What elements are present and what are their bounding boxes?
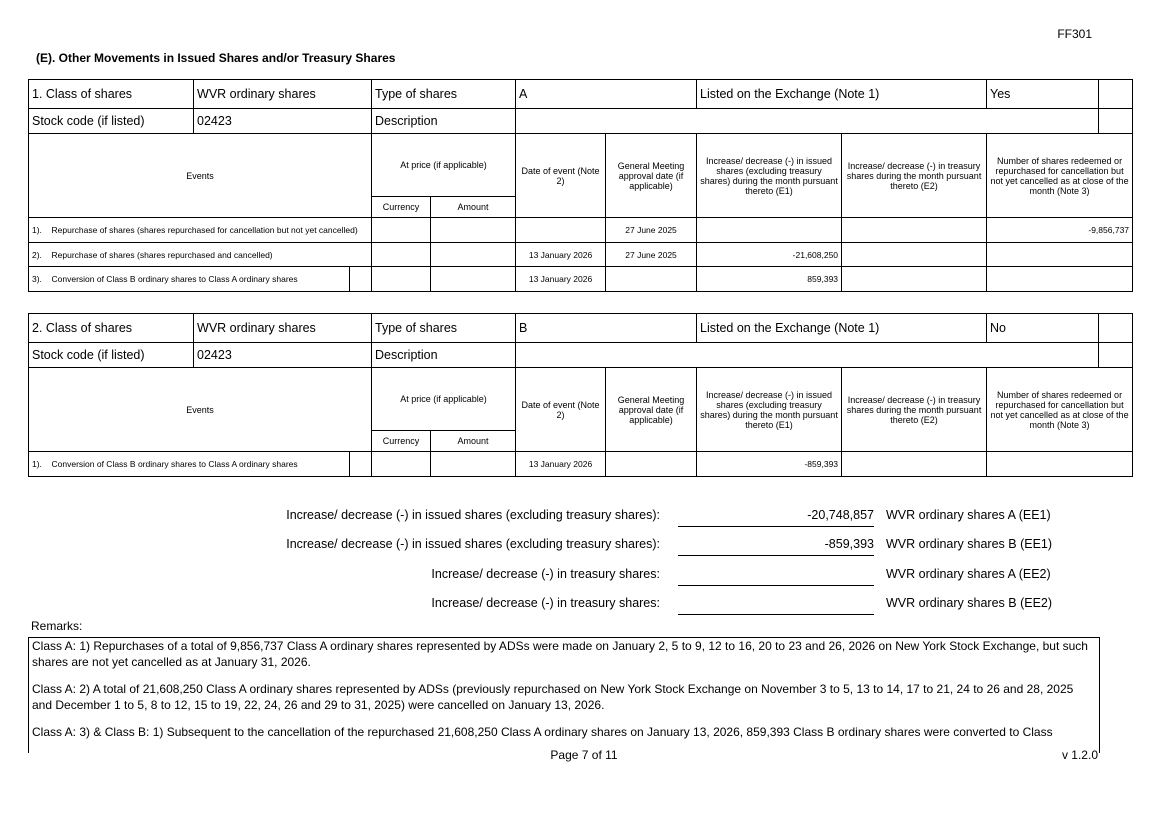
redeemed-header: Number of shares redeemed or repurchased for cancellation but not yet cancelled as at close of the month (Note 3) [987,134,1133,218]
table-row [29,218,1133,243]
event-date: 13 January 2026 [516,452,606,477]
event-e1: 859,393 [697,267,842,292]
event-redeemed [987,452,1133,477]
summary-unit: WVR ordinary shares B (EE2) [886,596,1053,610]
event-gm [606,267,697,292]
form-code: FF301 [1057,27,1092,41]
event-redeemed [987,267,1133,292]
date-header: Date of event (Note 2) [516,368,606,452]
class-value: WVR ordinary shares [194,314,372,343]
event-num: 3). [29,267,49,292]
summary-label: Increase/ decrease (-) in issued shares (excluding treasury shares): [286,508,660,522]
event-date: 13 January 2026 [516,267,606,292]
gm-header: General Meeting approval date (if applicable) [606,368,697,452]
type-value: B [516,314,697,343]
summary-label: Increase/ decrease (-) in issued shares (excluding treasury shares): [286,537,660,551]
remarks-label: Remarks: [31,619,83,633]
event-desc: Conversion of Class B ordinary shares to Class A ordinary shares [49,452,350,477]
remark-paragraph: Class A: 1) Repurchases of a total of 9,856,737 Class A ordinary shares represented by ADSs were made on January 2, 5 to 9, 12 to 16, 20 to 23 and 26, 2026 on New York Stock Exchange, but such shares are not yet cancelled as at January 31, 2026. [32,639,1088,669]
currency-header: Currency [372,197,431,218]
event-date: 13 January 2026 [516,243,606,267]
amount-header: Amount [431,431,516,452]
class-label: 1. Class of shares [29,80,194,109]
section-title: (E). Other Movements in Issued Shares and/or Treasury Shares [36,51,396,65]
events-header: Events [29,134,372,218]
event-e2 [842,267,987,292]
listed-value: No [987,314,1099,343]
summary-label: Increase/ decrease (-) in treasury shares: [431,596,660,610]
table-row [29,452,1133,477]
listed-label: Listed on the Exchange (Note 1) [697,80,987,109]
stock-code-label: Stock code (if listed) [29,343,194,368]
type-label: Type of shares [372,314,516,343]
gm-header: General Meeting approval date (if applicable) [606,134,697,218]
remark-paragraph: Class A: 2) A total of 21,608,250 Class A ordinary shares represented by ADSs (previously repurchased on New York Stock Exchange on November 3 to 5, 13 to 14, 17 to 21, 24 to 26 and 28, 2025 and December 1 to 5, 8 to 12, 15 to 19, 22, 24, 26 and 29 to 31, 2025) were cancelled on January 13, 2026. [32,682,1074,712]
summary-unit: WVR ordinary shares A (EE1) [886,508,1051,522]
summary-label: Increase/ decrease (-) in treasury shares: [431,567,660,581]
listed-value: Yes [987,80,1099,109]
event-desc: Conversion of Class B ordinary shares to Class A ordinary shares [49,267,350,292]
type-value: A [516,80,697,109]
event-e1 [697,218,842,243]
remarks-box [28,637,1100,753]
summary-value [678,567,874,586]
summary-unit: WVR ordinary shares A (EE2) [886,567,1051,581]
table-row [29,267,1133,292]
e2-header: Increase/ decrease (-) in treasury shares during the month pursuant thereto (E2) [842,368,987,452]
stock-code-value: 02423 [194,109,372,134]
event-date [516,218,606,243]
remark-paragraph: Class A: 3) & Class B: 1) Subsequent to the cancellation of the repurchased 21,608,250 Class A ordinary shares on January 13, 2026, 859,393 Class B ordinary shares were converted to Class [32,725,1053,739]
event-desc: Repurchase of shares (shares repurchased for cancellation but not yet cancelled) [49,218,372,243]
event-num: 1). [29,218,49,243]
event-num: 1). [29,452,49,477]
class-a-table [28,79,1133,292]
class-b-table [28,313,1133,477]
e1-header: Increase/ decrease (-) in issued shares (excluding treasury shares) during the month pursuant thereto (E1) [697,134,842,218]
summary-value [678,596,874,615]
event-redeemed [987,243,1133,267]
class-label: 2. Class of shares [29,314,194,343]
event-gm: 27 June 2025 [606,243,697,267]
type-label: Type of shares [372,80,516,109]
events-header: Events [29,368,372,452]
stock-code-value: 02423 [194,343,372,368]
event-e2 [842,452,987,477]
description-label: Description [372,343,516,368]
e1-header: Increase/ decrease (-) in issued shares (excluding treasury shares) during the month pursuant thereto (E1) [697,368,842,452]
description-label: Description [372,109,516,134]
currency-header: Currency [372,431,431,452]
amount-header: Amount [431,197,516,218]
event-e2 [842,218,987,243]
event-desc: Repurchase of shares (shares repurchased and cancelled) [49,243,372,267]
listed-label: Listed on the Exchange (Note 1) [697,314,987,343]
summary-unit: WVR ordinary shares B (EE1) [886,537,1053,551]
e2-header: Increase/ decrease (-) in treasury shares during the month pursuant thereto (E2) [842,134,987,218]
summary-value: -859,393 [678,537,874,556]
event-num: 2). [29,243,49,267]
event-gm: 27 June 2025 [606,218,697,243]
class-value: WVR ordinary shares [194,80,372,109]
event-gm [606,452,697,477]
stock-code-label: Stock code (if listed) [29,109,194,134]
event-e1: -859,393 [697,452,842,477]
event-redeemed: -9,856,737 [987,218,1133,243]
at-price-header: At price (if applicable) [372,368,516,431]
summary-value: -20,748,857 [678,508,874,527]
description-value [516,343,1099,368]
redeemed-header: Number of shares redeemed or repurchased for cancellation but not yet cancelled as at close of the month (Note 3) [987,368,1133,452]
event-e1: -21,608,250 [697,243,842,267]
event-e2 [842,243,987,267]
table-row [29,243,1133,267]
version-label: v 1.2.0 [1061,748,1098,762]
page-number: Page 7 of 11 [550,748,618,762]
description-value [516,109,1099,134]
at-price-header: At price (if applicable) [372,134,516,197]
date-header: Date of event (Note 2) [516,134,606,218]
